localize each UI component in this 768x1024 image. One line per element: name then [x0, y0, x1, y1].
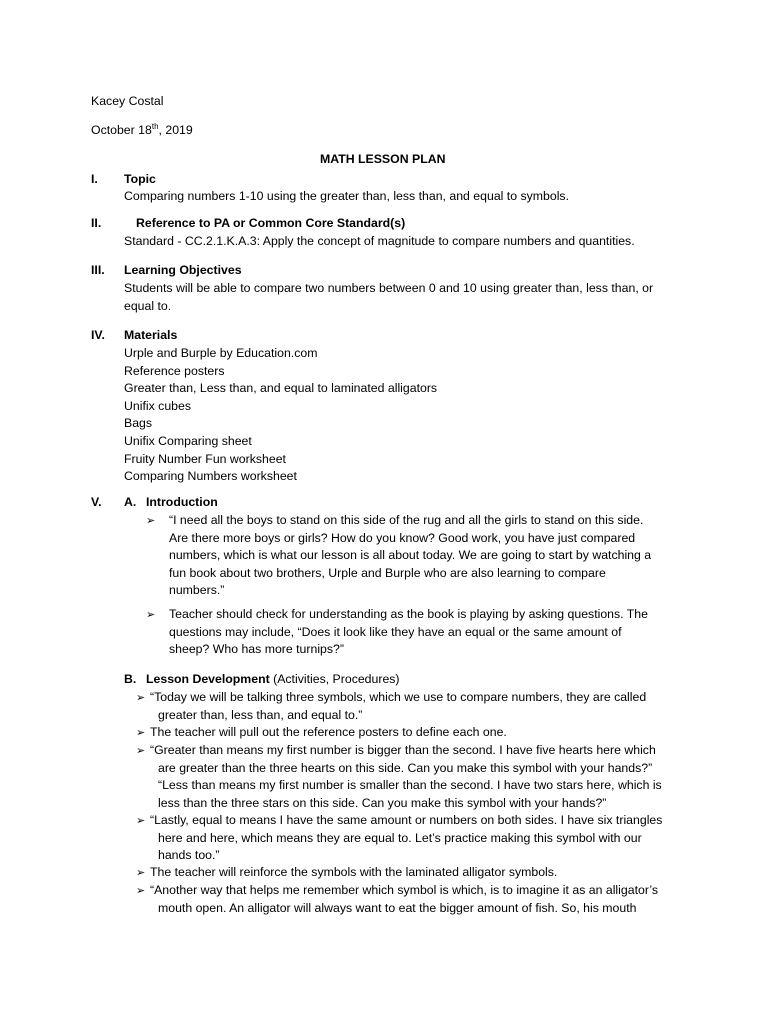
materials-item: Urple and Burple by Education.com	[124, 346, 318, 360]
materials-item: Greater than, Less than, and equal to laminated alligators	[124, 381, 438, 396]
section-heading-objectives: Learning Objectives	[124, 263, 242, 277]
materials-item: Comparing Numbers worksheet	[124, 469, 297, 484]
development-bullet: “Greater than means my first number is bigger than the second. I have five hearts here which are greater than the three hearts on this side. Can you make this symbol with your hands?” “Less than means my first number is smaller than the second. I have two stars here, which is less than the three stars on this side. Can you make this symbol with your hands?”	[150, 743, 662, 810]
materials-item: Unifix cubes	[124, 398, 191, 413]
section-numeral-objectives: III.	[91, 263, 105, 277]
section-heading-standards: Reference to PA or Common Core Standard(s)	[136, 216, 406, 230]
materials-item: Unifix Comparing sheet	[124, 433, 252, 448]
section-numeral-topic: I.	[91, 172, 98, 186]
arrowhead-bullet-icon: ➢	[136, 885, 146, 897]
subsection-letter-development: B.	[124, 672, 137, 686]
section-heading-topic: Topic	[124, 172, 156, 186]
materials-item: Bags	[124, 416, 153, 431]
subsection-heading-development: Lesson Development (Activities, Procedures)	[146, 672, 400, 686]
arrowhead-bullet-icon: ➢	[136, 815, 146, 827]
lesson-date: October 18th, 2019	[91, 121, 193, 137]
section-numeral-procedure: V.	[91, 495, 102, 509]
author-name: Kacey Costal	[91, 94, 164, 108]
development-bullet: “Another way that helps me remember which symbol is which, is to imagine it as an alligator’s mouth open. An alligator will always want to eat the bigger amount of fish. So, his mouth	[150, 883, 659, 915]
arrowhead-bullet-icon: ➢	[136, 745, 146, 757]
materials-item: Reference posters	[124, 363, 225, 378]
arrowhead-bullet-icon: ➢	[146, 609, 156, 621]
section-numeral-standards: II.	[91, 216, 102, 230]
objectives-text: Students will be able to compare two numbers between 0 and 10 using greater than, less than, or equal to.	[124, 281, 654, 313]
section-heading-materials: Materials	[124, 328, 178, 342]
standards-text: Standard - CC.2.1.K.A.3: Apply the concept of magnitude to compare numbers and quantities.	[124, 234, 635, 248]
intro-bullet: Teacher should check for understanding as the book is playing by asking questions. The questions may include, “Does it look like they have an equal or the same amount of sheep? Who has more turnips?”	[169, 607, 648, 657]
subsection-letter-intro: A.	[124, 495, 137, 509]
arrowhead-bullet-icon: ➢	[146, 515, 156, 527]
development-bullet: “Today we will be talking three symbols, which we use to compare numbers, they are called greater than, less than, and equal to.”	[150, 690, 647, 722]
materials-list	[124, 345, 437, 486]
arrowhead-bullet-icon: ➢	[136, 692, 146, 704]
development-bullet: The teacher will reinforce the symbols with the laminated alligator symbols.	[150, 865, 558, 879]
section-numeral-materials: IV.	[91, 328, 105, 342]
intro-bullet: “I need all the boys to stand on this side of the rug and all the girls to stand on this side. Are there more boys or girls? How do you know? Good work, you have just compared numbers, which is what our lesson is all about today. We are going to start by watching a fun book about two brothers, Urple and Burple who are also learning to compare numbers.”	[169, 513, 652, 598]
subsection-heading-intro: Introduction	[146, 495, 218, 509]
development-bullet: “Lastly, equal to means I have the same amount or numbers on both sides. I have six triangles here and here, which means they are equal to. Let’s practice making this symbol with our hands too.”	[150, 813, 663, 863]
arrowhead-bullet-icon: ➢	[136, 867, 146, 879]
document-title: MATH LESSON PLAN	[320, 152, 446, 166]
arrowhead-bullet-icon: ➢	[136, 727, 146, 739]
materials-item: Fruity Number Fun worksheet	[124, 451, 286, 466]
topic-text: Comparing numbers 1-10 using the greater than, less than, and equal to symbols.	[124, 189, 569, 203]
development-bullet: The teacher will pull out the reference posters to define each one.	[150, 725, 507, 739]
